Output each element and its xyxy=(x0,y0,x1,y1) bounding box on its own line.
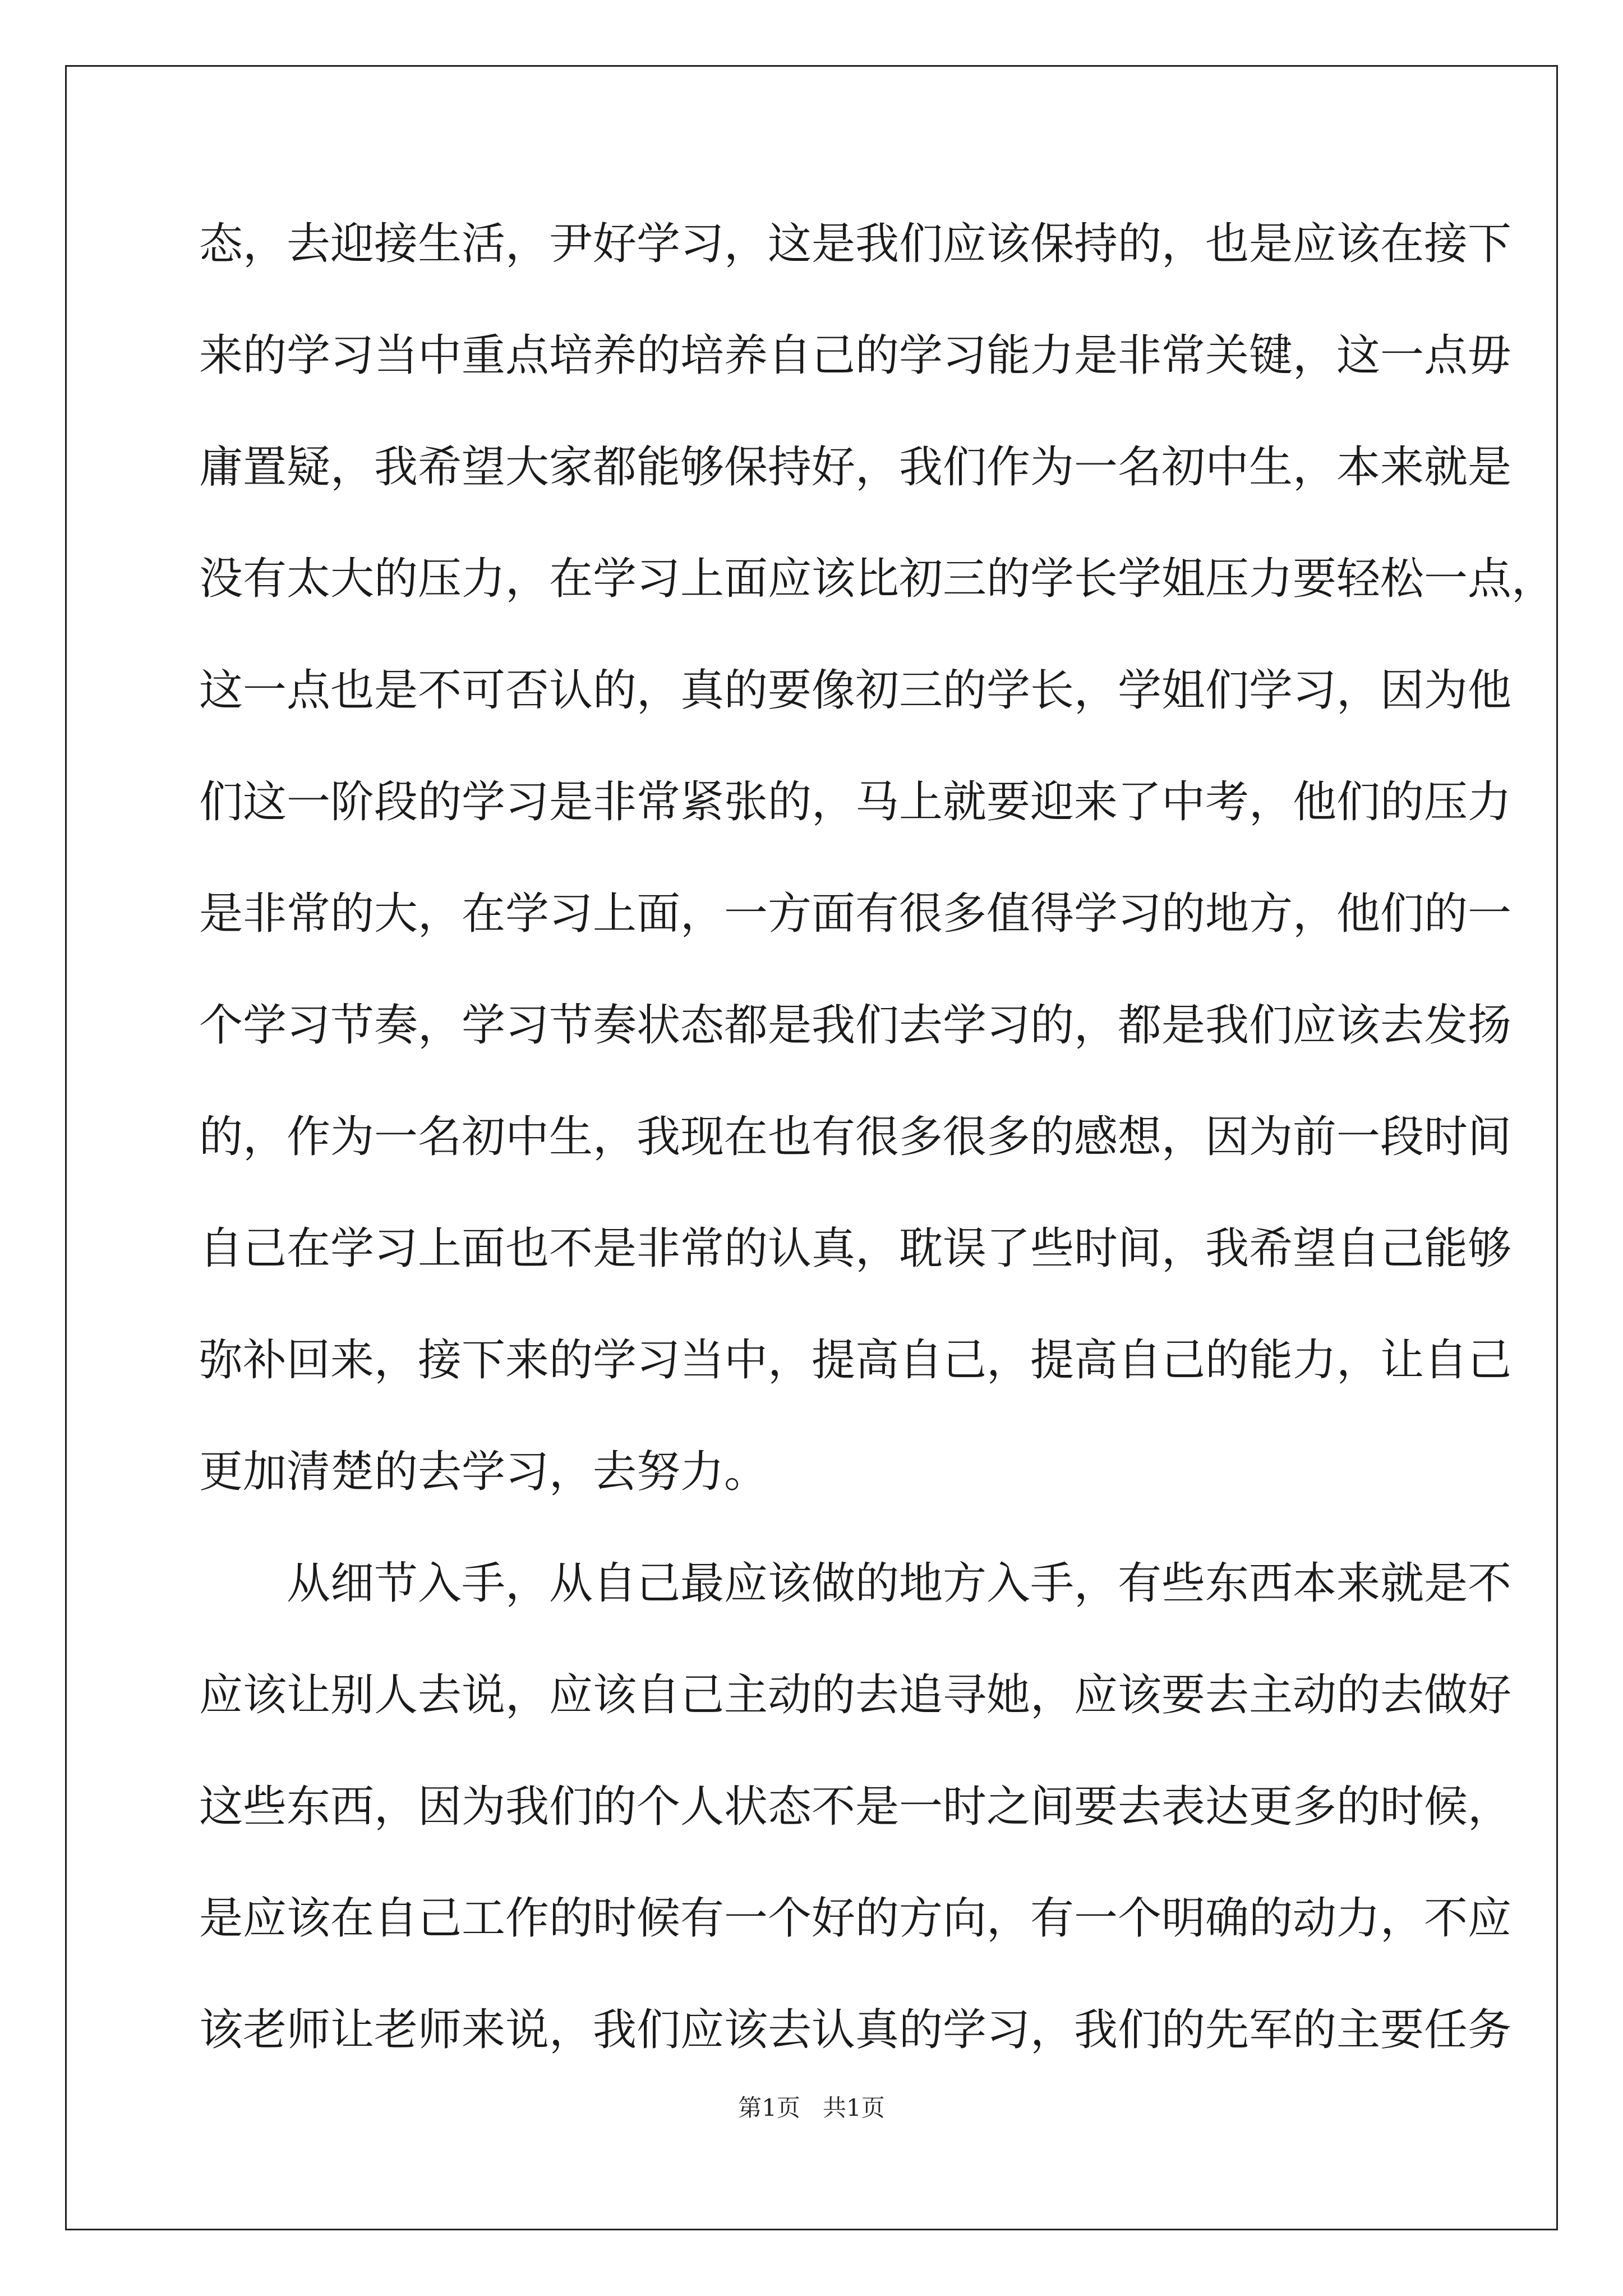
text-line-5: 这一点也是不可否认的，真的要像初三的学长，学姐们学习，因为他 xyxy=(199,665,1512,716)
text-line-7: 是非常的大，在学习上面，一方面有很多值得学习的地方，他们的一 xyxy=(199,889,1512,939)
text-line-8: 个学习节奏，学习节奏状态都是我们去学习的，都是我们应该去发扬 xyxy=(199,1000,1512,1051)
text-line-11: 弥补回来，接下来的学习当中，提高自己，提高自己的能力，让自己 xyxy=(199,1335,1512,1386)
text-line-2: 来的学习当中重点培养的培养自己的学习能力是非常关键，这一点毋 xyxy=(199,330,1512,381)
text-line-9: 的，作为一名初中生，我现在也有很多很多的感想，因为前一段时间 xyxy=(199,1112,1512,1162)
text-line-17: 该老师让老师来说，我们应该去认真的学习，我们的先军的主要任务 xyxy=(199,2005,1512,2055)
text-line-6: 们这一阶段的学习是非常紧张的，马上就要迎来了中考，他们的压力 xyxy=(199,777,1512,827)
text-line-15: 这些东西，因为我们的个人状态不是一时之间要去表达更多的时候， xyxy=(199,1782,1512,1832)
page-footer: 第1页 共1页 xyxy=(738,2094,885,2122)
text-line-4: 没有太大的压力，在学习上面应该比初三的学长学姐压力要轻松一点， xyxy=(199,554,1556,604)
text-line-1: 态，去迎接生活，尹好学习，这是我们应该保持的，也是应该在接下 xyxy=(199,219,1512,269)
text-line-16: 是应该在自己工作的时候有一个好的方向，有一个明确的动力，不应 xyxy=(199,1893,1512,1944)
text-line-3: 庸置疑，我希望大家都能够保持好，我们作为一名初中生，本来就是 xyxy=(199,442,1512,493)
text-line-12: 更加清楚的去学习，去努力。 xyxy=(199,1447,768,1497)
text-line-13: 从细节入手，从自己最应该做的地方入手，有些东西本来就是不 xyxy=(287,1558,1512,1609)
text-line-14: 应该让别人去说，应该自己主动的去追寻她，应该要去主动的去做好 xyxy=(199,1670,1512,1720)
text-line-10: 自己在学习上面也不是非常的认真，耽误了些时间，我希望自己能够 xyxy=(199,1223,1512,1274)
